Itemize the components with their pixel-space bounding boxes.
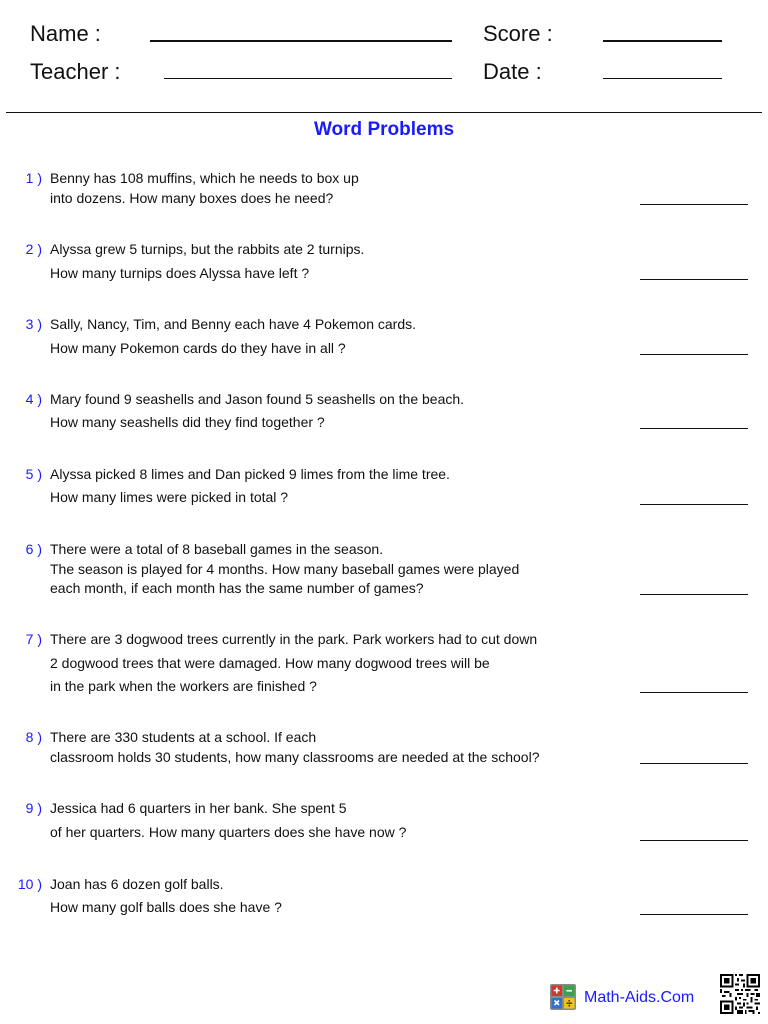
- problem-number: 8 ): [25, 729, 42, 745]
- problem-text-line: There were a total of 8 baseball games in the season.: [50, 541, 384, 557]
- name-label: Name :: [30, 21, 101, 46]
- answer-blank[interactable]: [640, 914, 748, 915]
- problem-text-line: 2 dogwood trees that were damaged. How many dogwood trees will be: [50, 655, 490, 671]
- answer-blank[interactable]: [640, 594, 748, 595]
- calculator-icon: [550, 984, 576, 1010]
- problem-number: 7 ): [25, 631, 42, 647]
- name-field[interactable]: [150, 40, 452, 42]
- score-label: Score :: [483, 21, 553, 46]
- header-divider: [6, 112, 762, 113]
- problem-text-line: There are 330 students at a school. If each: [50, 729, 317, 745]
- problem-number: 2 ): [25, 241, 42, 257]
- problem-text-line: How many turnips does Alyssa have left ?: [50, 265, 310, 281]
- score-field[interactable]: [603, 40, 722, 42]
- problem-text-line: Alyssa picked 8 limes and Dan picked 9 limes from the lime tree.: [50, 466, 450, 482]
- answer-blank[interactable]: [640, 840, 748, 841]
- problem-text-line: into dozens. How many boxes does he need?: [50, 190, 334, 206]
- answer-blank[interactable]: [640, 354, 748, 355]
- problem-text-line: The season is played for 4 months. How many baseball games were played: [50, 561, 520, 577]
- problem-text-line: Benny has 108 muffins, which he needs to box up: [50, 170, 359, 186]
- problem-text-line: classroom holds 30 students, how many classrooms are needed at the school?: [50, 749, 540, 765]
- problem-text-line: of her quarters. How many quarters does she have now ?: [50, 824, 407, 840]
- answer-blank[interactable]: [640, 692, 748, 693]
- problem-text-line: Joan has 6 dozen golf balls.: [50, 876, 224, 892]
- problem-text-line: Sally, Nancy, Tim, and Benny each have 4 Pokemon cards.: [50, 316, 417, 332]
- answer-blank[interactable]: [640, 504, 748, 505]
- answer-blank[interactable]: [640, 279, 748, 280]
- problem-text-line: There are 3 dogwood trees currently in the park. Park workers had to cut down: [50, 631, 538, 647]
- answer-blank[interactable]: [640, 428, 748, 429]
- problem-text-line: Jessica had 6 quarters in her bank. She spent 5: [50, 800, 347, 816]
- problem-number: 3 ): [25, 316, 42, 332]
- problem-text-line: Alyssa grew 5 turnips, but the rabbits ate 2 turnips.: [50, 241, 365, 257]
- problem-number: 6 ): [25, 541, 42, 557]
- teacher-field[interactable]: [164, 78, 452, 79]
- answer-blank[interactable]: [640, 204, 748, 205]
- date-label: Date :: [483, 59, 542, 84]
- problem-text-line: How many seashells did they find together ?: [50, 414, 325, 430]
- problem-text-line: How many Pokemon cards do they have in all ?: [50, 340, 346, 356]
- problem-number: 10 ): [17, 876, 42, 892]
- brand-link[interactable]: Math-Aids.Com: [584, 989, 695, 1006]
- problem-text-line: How many limes were picked in total ?: [50, 489, 289, 505]
- problem-text-line: Mary found 9 seashells and Jason found 5 seashells on the beach.: [50, 391, 465, 407]
- worksheet-title: Word Problems: [313, 119, 455, 140]
- problem-number: 5 ): [25, 466, 42, 482]
- problem-text-line: each month, if each month has the same number of games?: [50, 580, 424, 596]
- problem-number: 1 ): [25, 170, 42, 186]
- problem-number: 4 ): [25, 391, 42, 407]
- problem-text-line: in the park when the workers are finished ?: [50, 678, 317, 694]
- teacher-label: Teacher :: [30, 59, 121, 84]
- problem-number: 9 ): [25, 800, 42, 816]
- problem-text-line: How many golf balls does she have ?: [50, 899, 282, 915]
- date-field[interactable]: [603, 78, 722, 79]
- answer-blank[interactable]: [640, 763, 748, 764]
- qr-code-icon: [720, 974, 760, 1014]
